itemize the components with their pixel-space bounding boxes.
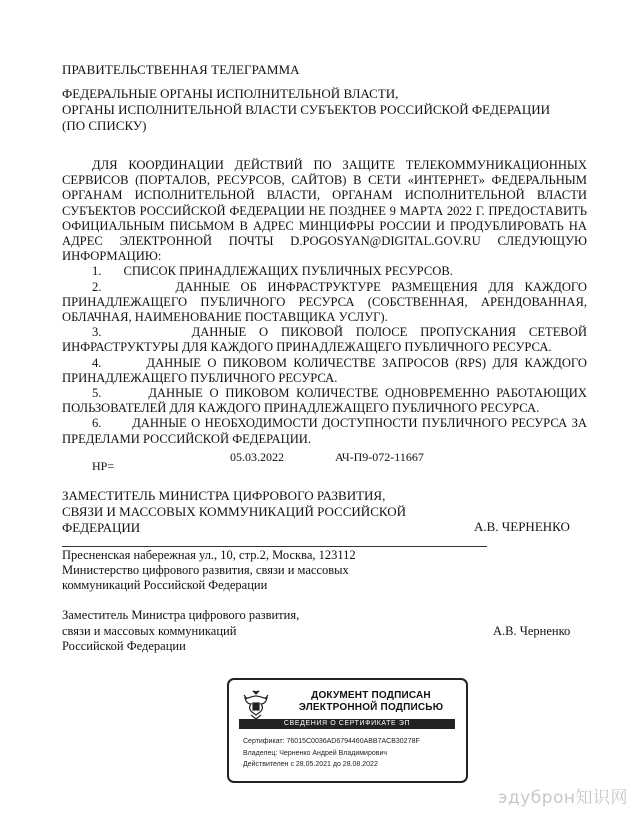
- deputy-line: связи и массовых коммуникаций: [62, 623, 237, 638]
- recipient-line: ФЕДЕРАЛЬНЫЕ ОРГАНЫ ИСПОЛНИТЕЛЬНОЙ ВЛАСТИ,: [62, 86, 399, 101]
- address-line: Пресненская набережная ул., 10, стр.2, Москва, 123112: [62, 548, 356, 562]
- recipients-block: [62, 86, 602, 134]
- list-item: 4. ДАННЫЕ О ПИКОВОМ КОЛИЧЕСТВЕ ЗАПРОСОВ (RPS) ДЛЯ КАЖДОГО ПРИНАДЛЕЖАЩЕГО ПУБЛИЧНОГО РЕСУРСА.: [62, 355, 587, 385]
- list-item: 6. ДАННЫЕ О НЕОБХОДИМОСТИ ДОСТУПНОСТИ ПУБЛИЧНОГО РЕСУРСА ЗА ПРЕДЕЛАМИ РОССИЙСКОЙ ФЕДЕРАЦИИ.: [62, 416, 587, 446]
- address-line: коммуникаций Российской Федерации: [62, 578, 268, 593]
- stamp-heading-line: ДОКУМЕНТ ПОДПИСАН: [311, 690, 431, 701]
- certificate-validity: Действителен с 28.05.2021 до 28.08.2022: [243, 761, 378, 768]
- certificate-owner: Владелец: Черненко Андрей Владимирович: [243, 749, 388, 757]
- list-item: 2. ДАННЫЕ ОБ ИНФРАСТРУКТУРЕ РАЗМЕЩЕНИЯ ДЛЯ КАЖДОГО ПРИНАДЛЕЖАЩЕГО ПУБЛИЧНОГО РЕСУРСА (СОБСТВЕННАЯ, АРЕНДОВАННАЯ, ОБЛАЧНАЯ, НАИМЕНОВАНИЕ ПОСТАВЩИКА УСЛУГ).: [62, 279, 587, 325]
- document-title: ПРАВИТЕЛЬСТВЕННАЯ ТЕЛЕГРАММА: [62, 62, 300, 77]
- divider: [62, 546, 487, 547]
- coat-of-arms-icon: [239, 688, 273, 722]
- list-item: 1. СПИСОК ПРИНАДЛЕЖАЩИХ ПУБЛИЧНЫХ РЕСУРСОВ.: [92, 264, 453, 279]
- deputy-name: А.В. Черненко: [493, 624, 571, 638]
- electronic-signature-stamp: [227, 678, 468, 783]
- list-item: 5. ДАННЫЕ О ПИКОВОМ КОЛИЧЕСТВЕ ОДНОВРЕМЕННО РАБОТАЮЩИХ ПОЛЬЗОВАТЕЛЕЙ ДЛЯ КАЖДОГО ПРИНАДЛЕЖАЩЕГО ПУБЛИЧНОГО РЕСУРСА.: [62, 386, 587, 416]
- stamp-heading: [281, 690, 461, 714]
- signatory-position: [62, 488, 482, 535]
- deputy-line: Заместитель Министра цифрового развития,: [62, 608, 300, 622]
- signatory-name: А.В. ЧЕРНЕНКО: [474, 519, 570, 534]
- deputy-line: Российской Федерации: [62, 639, 186, 654]
- sender-address: [62, 548, 356, 594]
- stamp-details: [243, 736, 420, 771]
- document-number: АЧ-П9-072-11667: [335, 450, 424, 464]
- deputy-position: [62, 608, 299, 655]
- certificate-number: Сертификат: 76015C0036AD6794460ABB7ACB30278F: [243, 738, 420, 745]
- document-date: 05.03.2022: [230, 450, 284, 464]
- telegram-body: [62, 158, 587, 447]
- recipient-line: ОРГАНЫ ИСПОЛНИТЕЛЬНОЙ ВЛАСТИ СУБЪЕКТОВ РОССИЙСКОЙ ФЕДЕРАЦИИ: [62, 102, 551, 117]
- site-watermark: эдуброн知识网: [498, 788, 628, 808]
- intro-paragraph: ДЛЯ КООРДИНАЦИИ ДЕЙСТВИЙ ПО ЗАЩИТЕ ТЕЛЕКОММУНИКАЦИОННЫХ СЕРВИСОВ (ПОРТАЛОВ, РЕСУРСОВ, САЙТОВ) В СЕТИ «ИНТЕРНЕТ» ФЕДЕРАЛЬНЫМ ОРГАНАМ ИСПОЛНИТЕЛЬНОЙ ВЛАСТИ, ОРГАНАМ ИСПОЛНИТЕЛЬНОЙ ВЛАСТИ СУБЪЕКТОВ РОССИЙСКОЙ ФЕДЕРАЦИИ НЕ ПОЗДНЕЕ 9 МАРТА 2022 Г. ПРЕДОСТАВИТЬ ОФИЦИАЛЬНЫМ ПИСЬМОМ В АДРЕС МИНЦИФРЫ РОССИИ И ПРОДУБЛИРОВАТЬ НА АДРЕС ЭЛЕКТРОННОЙ ПОЧТЫ D.POGOSYAN@DIGITAL.GOV.RU СЛЕДУЮЩУЮ ИНФОРМАЦИЮ:: [62, 158, 587, 264]
- np-label: НР=: [92, 459, 115, 473]
- address-line: Министерство цифрового развития, связи и массовых: [62, 563, 349, 578]
- stamp-heading-line: ЭЛЕКТРОННОЙ ПОДПИСЬЮ: [298, 702, 444, 713]
- recipient-line: (ПО СПИСКУ): [62, 118, 147, 133]
- stamp-certificate-bar: СВЕДЕНИЯ О СЕРТИФИКАТЕ ЭП: [239, 719, 455, 729]
- position-line: СВЯЗИ И МАССОВЫХ КОММУНИКАЦИЙ РОССИЙСКОЙ: [62, 503, 406, 519]
- list-item: 3. ДАННЫЕ О ПИКОВОЙ ПОЛОСЕ ПРОПУСКАНИЯ СЕТЕВОЙ ИНФРАСТРУКТУРЫ ДЛЯ КАЖДОГО ПРИНАДЛЕЖАЩЕГО ПУБЛИЧНОГО РЕСУРСА.: [62, 325, 587, 355]
- position-line: ЗАМЕСТИТЕЛЬ МИНИСТРА ЦИФРОВОГО РАЗВИТИЯ,: [62, 488, 386, 503]
- position-line: ФЕДЕРАЦИИ: [62, 519, 141, 535]
